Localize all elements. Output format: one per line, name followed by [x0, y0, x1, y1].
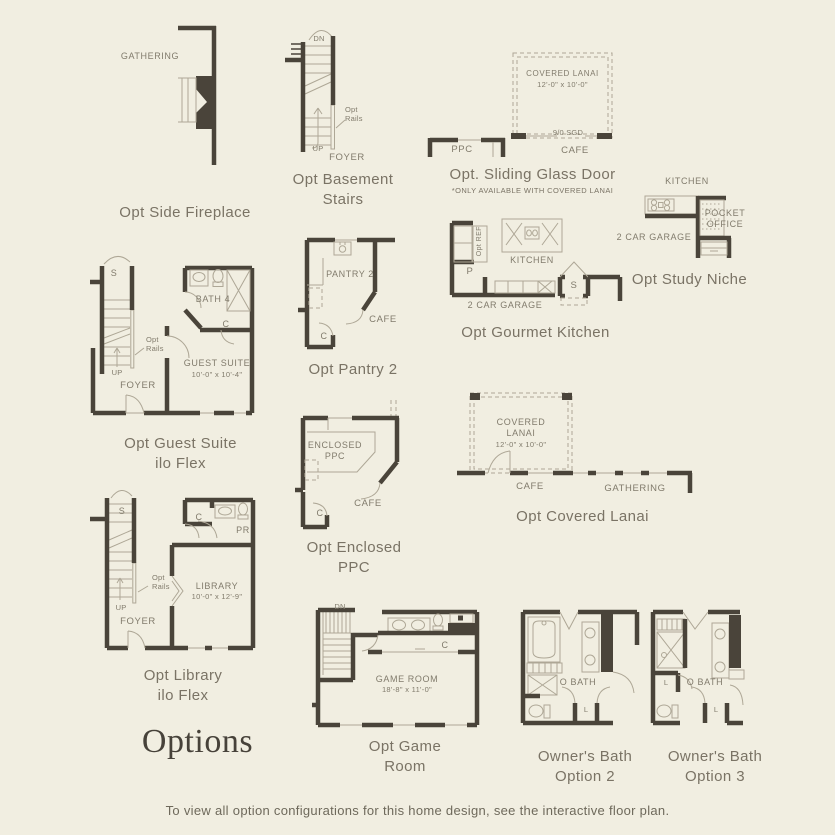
caption-owners-bath-2: Owner's Bath Option 2 [537, 748, 633, 786]
toilet-icon [672, 705, 678, 718]
sgd-label: 9/0 SGD [552, 128, 584, 137]
plan-covered-lanai [455, 385, 710, 535]
pr-label: PR [236, 525, 250, 535]
pocket-office-label: POCKET OFFICE [704, 208, 746, 229]
stair-rail [133, 563, 136, 603]
pantry-2-drawing [298, 228, 408, 356]
stair-treads [323, 612, 353, 675]
caption-gourmet-kitchen: Opt Gourmet Kitchen [461, 324, 610, 341]
vanity-icon [712, 623, 729, 678]
fireplace-icon [196, 76, 212, 129]
toilet-icon [544, 705, 550, 718]
plan-game-room [310, 595, 485, 785]
s-closet-label: S [118, 506, 126, 516]
toilet-icon [213, 270, 223, 283]
opt-rails-label: Opt Rails [146, 335, 164, 353]
ppc-label: PPC [451, 144, 473, 155]
up-label: UP [312, 144, 324, 153]
stair-rail [331, 105, 335, 149]
plan-gourmet-kitchen [448, 215, 623, 350]
foyer-label: FOYER [329, 152, 365, 163]
owners-bath-3-drawing [650, 605, 780, 740]
page-title: Options [141, 723, 254, 760]
l-closet-label: L [583, 705, 589, 714]
toilet-icon [239, 503, 248, 515]
garage-label: 2 CAR GARAGE [467, 300, 543, 310]
room-label: ENCLOSED PPC [307, 440, 363, 461]
foyer-door-arc [126, 395, 144, 413]
foyer-door-arc [128, 631, 145, 648]
p-closet-label: P [466, 266, 474, 277]
dn-label: DN [334, 602, 346, 611]
foyer-label: FOYER [120, 380, 156, 391]
lanai-dims-label: 12'-0" x 10'-0" [537, 80, 588, 89]
room-dims-label: 10'-0" x 12'-9" [191, 592, 243, 601]
l-closet-door-arc [692, 687, 705, 703]
toilet-icon [434, 614, 443, 626]
s-closet-label: S [570, 280, 578, 291]
owners-bath-2-drawing [520, 605, 650, 740]
game-room-drawing [310, 595, 485, 733]
plan-pantry-2 [298, 228, 408, 388]
caption-side-fireplace: Opt Side Fireplace [119, 204, 251, 221]
lanai-outline [513, 53, 612, 138]
wall-mass [601, 614, 613, 672]
lanai-door-arc [488, 451, 510, 473]
room-label: GUEST SUITE [183, 358, 251, 368]
obath-label: O BATH [559, 677, 597, 687]
c-closet-label: C [316, 508, 324, 518]
room-label: GAME ROOM [375, 674, 439, 684]
l-closet-label-bottom: L [713, 705, 719, 714]
l-closet-door-arcs [562, 687, 610, 703]
opt-rails-label: Opt Rails [345, 105, 363, 123]
plan-owners-bath-3 [650, 605, 780, 785]
c-closet-label: C [195, 512, 203, 522]
cafe-door-arc [361, 483, 380, 499]
lanai-label: COVERED LANAI [496, 417, 546, 438]
cafe-label: CAFE [354, 498, 382, 509]
closet-door-arc [613, 672, 634, 693]
basement-stairs-drawing [283, 20, 403, 170]
c-closet-label: C [441, 640, 449, 650]
up-label: UP [115, 603, 127, 612]
opt-ref-label: Opt REF [475, 226, 483, 257]
room-label: PANTRY 2 [326, 269, 374, 279]
linen-icon [657, 619, 685, 630]
plan-basement-stairs [283, 20, 403, 220]
caption-guest-suite: Opt Guest Suite ilo Flex [124, 435, 237, 473]
cafe-label: CAFE [516, 481, 544, 492]
wall-mass [729, 615, 741, 668]
stairs-door-arc [362, 635, 378, 651]
room-dims-label: 18'-8" x 11'-0" [381, 685, 433, 694]
plan-study-niche [612, 170, 782, 295]
counter-icon [495, 281, 555, 293]
caption-enclosed-ppc: Opt Enclosed PPC [306, 539, 402, 577]
closet-door-arc [111, 490, 132, 498]
gathering-label: GATHERING [604, 483, 666, 494]
l-closet-label-mid: L [663, 678, 669, 687]
opt-rails-label: Opt Rails [152, 573, 170, 591]
kitchen-label: KITCHEN [665, 176, 709, 186]
closet-door-arc [730, 685, 743, 705]
room-label: LIBRARY [195, 581, 239, 591]
caption-owners-bath-3: Owner's Bath Option 3 [667, 748, 763, 786]
plan-side-fireplace [90, 25, 280, 235]
cafe-label: CAFE [369, 314, 397, 325]
c-closet-label: C [222, 319, 230, 329]
room-dims-label: 10'-0" x 10'-4" [191, 370, 243, 379]
kitchen-label: KITCHEN [510, 255, 554, 265]
plan-library [88, 488, 268, 713]
obath-label: O BATH [686, 677, 724, 687]
bath4-label: BATH 4 [195, 294, 231, 304]
gathering-label: GATHERING [120, 51, 180, 61]
caption-pantry-2: Opt Pantry 2 [308, 361, 398, 378]
garage-label: 2 CAR GARAGE [616, 232, 692, 242]
s-closet-label: S [110, 268, 118, 278]
sink-icon [334, 242, 351, 255]
double-door-lines [560, 612, 578, 629]
foyer-label: FOYER [120, 616, 156, 627]
vanity-icon [388, 618, 430, 632]
lanai-dims-label: 12'-0" x 10'-0" [495, 440, 547, 449]
plan-owners-bath-2 [520, 605, 650, 785]
plan-enclosed-ppc [295, 400, 430, 577]
caption-library: Opt Library ilo Flex [143, 667, 223, 705]
plan-guest-suite [88, 252, 273, 480]
lanai-label: COVERED LANAI [526, 69, 599, 78]
plan-sliding-glass-door [425, 45, 640, 200]
caption-game-room: Opt Game Room [368, 738, 442, 776]
note-sliding-glass-door: *ONLY AVAILABLE WITH COVERED LANAI [451, 186, 614, 195]
island-icon [502, 219, 562, 252]
c-closet-label: C [320, 331, 328, 341]
caption-covered-lanai: Opt Covered Lanai [516, 508, 649, 525]
cafe-label: CAFE [561, 145, 589, 156]
up-label: UP [111, 368, 123, 377]
stair-rail [131, 310, 134, 368]
closet-door-arc [104, 256, 130, 264]
caption-sliding-glass-door: Opt. Sliding Glass Door [449, 166, 616, 183]
dn-label: DN [313, 34, 325, 43]
footer-note: To view all option configurations for this home design, see the interactive floor plan. [165, 803, 670, 818]
caption-study-niche: Opt Study Niche [631, 271, 748, 288]
caption-basement-stairs: Opt Basement Stairs [292, 171, 394, 209]
